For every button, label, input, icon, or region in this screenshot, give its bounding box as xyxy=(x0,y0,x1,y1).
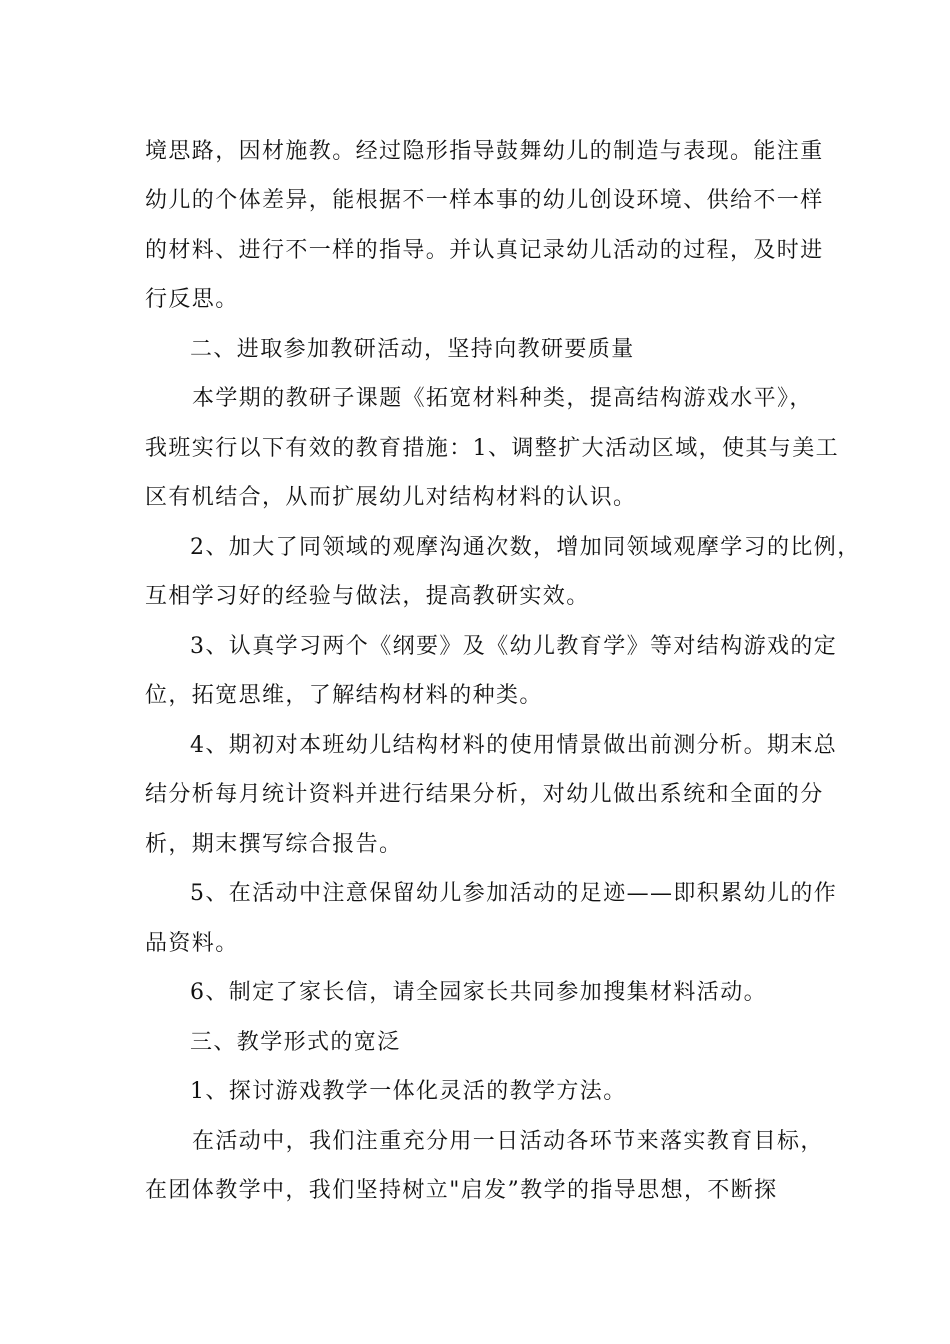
text-line: 互相学习好的经验与做法，提高教研实效。 xyxy=(145,584,590,609)
text-line: 区有机结合，从而扩展幼儿对结构材料的认识。 xyxy=(145,485,637,510)
text-line: 在团体教学中，我们坚持树立"启发”教学的指导思想，不断探 xyxy=(145,1178,778,1203)
text-line: 本学期的教研子课题《拓宽材料种类，提高结构游戏水平》， xyxy=(192,386,813,411)
section-heading: 二、进取参加教研活动，坚持向教研要质量 xyxy=(190,337,635,362)
text-line: 境思路，因材施教。经过隐形指导鼓舞幼儿的制造与表现。能注重 xyxy=(145,139,824,164)
text-line: 结分析每月统计资料并进行结果分析，对幼儿做出系统和全面的分 xyxy=(145,782,824,807)
text-line: 行反思。 xyxy=(145,287,239,312)
text-line: 析，期末撰写综合报告。 xyxy=(145,832,403,857)
text-line: 我班实行以下有效的教育措施：1、调整扩大活动区域，使其与美工 xyxy=(145,436,839,461)
text-line: 位，拓宽思维，了解结构材料的种类。 xyxy=(145,683,543,708)
text-line: 的材料、进行不一样的指导。并认真记录幼儿活动的过程，及时进 xyxy=(145,238,824,263)
text-line: 幼儿的个体差异，能根据不一样本事的幼儿创设环境、供给不一样 xyxy=(145,188,824,213)
text-line: 1、探讨游戏教学一体化灵活的教学方法。 xyxy=(190,1079,627,1104)
text-line: 6、制定了家长信，请全园家长共同参加搜集材料活动。 xyxy=(190,980,767,1005)
text-line: 5、在活动中注意保留幼儿参加活动的足迹——即积累幼儿的作 xyxy=(190,881,838,906)
text-line: 3、认真学习两个《纲要》及《幼儿教育学》等对结构游戏的定 xyxy=(190,634,838,659)
text-line: 4、期初对本班幼儿结构材料的使用情景做出前测分析。期末总 xyxy=(190,733,838,758)
section-heading: 三、教学形式的宽泛 xyxy=(190,1030,401,1055)
text-line: 品资料。 xyxy=(145,931,239,956)
text-line: 在活动中，我们注重充分用一日活动各环节来落实教育目标， xyxy=(192,1129,824,1154)
text-line: 2、加大了同领域的观摩沟通次数，增加同领域观摩学习的比例， xyxy=(190,535,861,560)
